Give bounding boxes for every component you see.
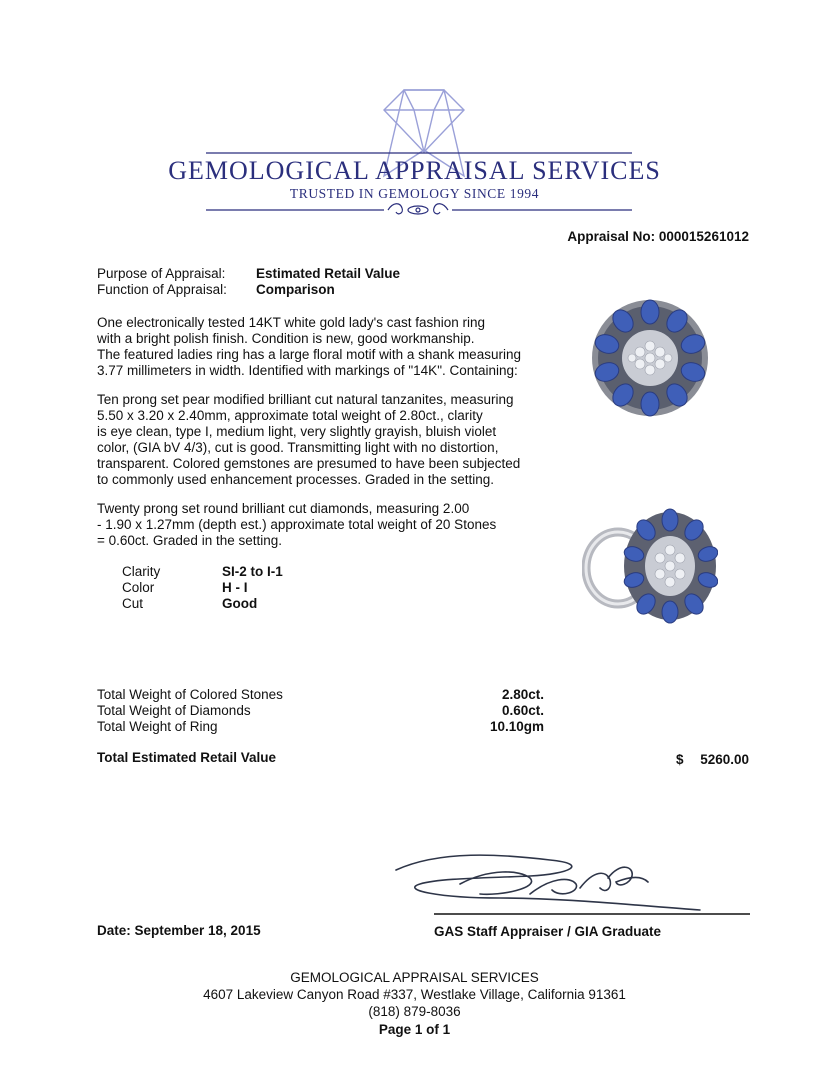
tanzanite-line: 5.50 x 3.20 x 2.40mm, approximate total weight of 2.80ct., clarity <box>97 408 483 423</box>
spec-label-clarity: Clarity <box>122 564 161 579</box>
total-label-diamonds: Total Weight of Diamonds <box>97 703 251 718</box>
retail-amount: 5260.00 <box>700 752 749 767</box>
diamond-line: = 0.60ct. Graded in the setting. <box>97 533 282 548</box>
function-value: Comparison <box>256 282 335 297</box>
signature <box>380 848 752 920</box>
ring-photo-top-view <box>588 296 712 420</box>
total-value-diamonds: 0.60ct. <box>501 703 544 718</box>
purpose-label: Purpose of Appraisal: <box>97 266 226 281</box>
description-line: One electronically tested 14KT white gold lady's cast fashion ring <box>97 315 486 330</box>
purpose-value: Estimated Retail Value <box>256 266 401 281</box>
company-tagline: TRUSTED IN GEMOLOGY SINCE 1994 <box>289 186 540 201</box>
spec-value-cut: Good <box>222 596 258 611</box>
spec-value-color: H - I <box>222 580 248 595</box>
description-line: with a bright polish finish. Condition is new, good workmanship. <box>97 331 475 346</box>
footer-company: GEMOLOGICAL APPRAISAL SERVICES <box>290 970 539 985</box>
tanzanite-line: transparent. Colored gemstones are presumed to have been subjected <box>97 456 521 471</box>
tanzanite-line: color, (GIA bV 4/3), cut is good. Transmitting light with no distortion, <box>97 440 499 455</box>
footer-phone: (818) 879-8036 <box>368 1004 461 1019</box>
total-label-ring: Total Weight of Ring <box>97 719 218 734</box>
diamond-line: - 1.90 x 1.27mm (depth est.) approximate total weight of 20 Stones <box>97 517 497 532</box>
total-label-colored-stones: Total Weight of Colored Stones <box>97 687 283 702</box>
function-label: Function of Appraisal: <box>97 282 227 297</box>
company-name: GEMOLOGICAL APPRAISAL SERVICES <box>168 156 661 185</box>
tanzanite-line: is eye clean, type I, medium light, very slightly grayish, bluish violet <box>97 424 497 439</box>
diamond-line: Twenty prong set round brilliant cut diamonds, measuring 2.00 <box>97 501 470 516</box>
tanzanite-line: Ten prong set pear modified brilliant cut natural tanzanites, measuring <box>97 392 514 407</box>
footer-address: 4607 Lakeview Canyon Road #337, Westlake Village, California 91361 <box>203 987 626 1002</box>
spec-value-clarity: SI-2 to I-1 <box>222 564 283 579</box>
total-value-ring: 10.10gm <box>489 719 544 734</box>
appraisal-date: Date: September 18, 2015 <box>97 923 261 938</box>
spec-label-color: Color <box>122 580 155 595</box>
tanzanite-paragraph <box>97 392 557 488</box>
diamond-paragraph <box>97 501 557 549</box>
spec-label-cut: Cut <box>122 596 144 611</box>
tanzanite-line: to commonly used enhancement processes. Graded in the setting. <box>97 472 494 487</box>
retail-value-label: Total Estimated Retail Value <box>97 750 277 765</box>
appraiser-title: GAS Staff Appraiser / GIA Graduate <box>434 924 662 939</box>
appraisal-number: Appraisal No: 000015261012 <box>567 229 749 244</box>
page-number: Page 1 of 1 <box>378 1022 451 1037</box>
retail-currency: $ <box>676 752 684 767</box>
description-paragraph <box>97 315 557 379</box>
ring-photo-side-view <box>582 508 718 624</box>
description-line: 3.77 millimeters in width. Identified with markings of "14K". Containing: <box>97 363 518 378</box>
total-value-colored-stones: 2.80ct. <box>501 687 544 702</box>
description-line: The featured ladies ring has a large floral motif with a shank measuring <box>97 347 521 362</box>
